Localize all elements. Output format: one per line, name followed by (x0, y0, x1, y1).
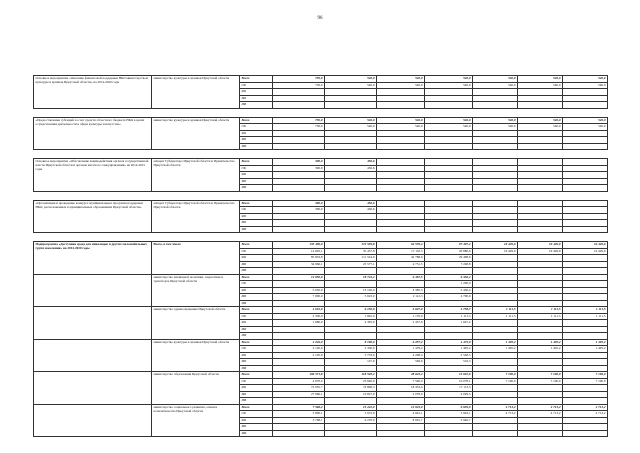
funding-source: МБ (240, 220, 273, 227)
responsible-executor: министерство здравоохранения Иркутской области (152, 307, 240, 340)
funding-source: ИИ (240, 398, 273, 405)
amount-cell: 3 993,1 (425, 411, 473, 418)
amount-cell: 74 896,3 (325, 385, 377, 392)
amount-cell: 540,0 (325, 124, 377, 131)
amount-cell: 2 330,0 (325, 346, 377, 353)
amount-cell: 3 627,0 (377, 307, 425, 314)
funding-source: ИИ (240, 333, 273, 340)
funding-source: ИИ (240, 268, 273, 275)
funding-source: Всего (240, 372, 273, 379)
amount-cell: 300,0 (273, 200, 325, 207)
amount-cell: 10 078,1 (425, 378, 473, 385)
amount-cell: 540,0 (518, 76, 563, 83)
activity-description (34, 307, 152, 340)
amount-cell: 12 650,0 (273, 274, 325, 281)
amount-cell: 4 713,2 (473, 411, 518, 418)
amount-cell: 540,0 (563, 76, 608, 83)
amount-cell: 4 029,5 (425, 391, 473, 398)
amount-cell: 4 713,2 (563, 404, 608, 411)
activity-description: «Организация и проведение конкурса муниципальных программ поддержки НКО, расположенных в муниципальных образованиях Иркутской области» (34, 200, 152, 233)
amount-cell: 750,0 (273, 76, 325, 83)
funding-source: ИИ (240, 430, 273, 437)
responsible-executor: министерство жилищной политики, энергетики и транспорта Иркутской области (152, 274, 240, 307)
amount-cell: 540,0 (425, 82, 473, 89)
amount-cell: 4 961,1 (377, 411, 425, 418)
funding-source: Всего (240, 117, 273, 124)
amount-cell: 4 713,2 (518, 411, 563, 418)
funding-source: ОБ (240, 82, 273, 89)
amount-cell: 4 208,4 (377, 352, 425, 359)
amount-cell: 540,0 (425, 76, 473, 83)
amount-cell: 540,0 (425, 124, 473, 131)
amount-cell: 64 570,4 (377, 242, 425, 249)
amount-cell: 106 371,8 (273, 372, 325, 379)
funding-source: МБ (240, 178, 273, 185)
funding-source: ФБ (240, 255, 273, 262)
amount-cell: 540,0 (563, 124, 608, 131)
amount-cell: 1 405,2 (425, 346, 473, 353)
amount-cell: 4 713,2 (563, 411, 608, 418)
amount-cell: 118 520,2 (325, 372, 377, 379)
amount-cell: 42 788,0 (377, 255, 425, 262)
activity-description (34, 372, 152, 405)
responsible-executor: Всего, в том числе (152, 242, 240, 275)
amount-cell: 1 170,0 (377, 313, 425, 320)
amount-cell (377, 430, 425, 437)
amount-cell: 17 113,3 (425, 385, 473, 392)
amount-cell: 540,0 (325, 76, 377, 83)
amount-cell: 135 400,0 (273, 242, 325, 249)
amount-cell: 4 751,5 (377, 261, 425, 268)
amount-cell: 300,0 (273, 165, 325, 172)
amount-cell: 7 100,0 (563, 372, 608, 379)
amount-cell: 2 078,0 (377, 391, 425, 398)
amount-cell: 540,0 (473, 82, 518, 89)
funding-source: Всего (240, 274, 273, 281)
amount-cell: 1 111,5 (425, 313, 473, 320)
amount-cell (425, 430, 473, 437)
amount-cell: 18 743,4 (325, 274, 377, 281)
amount-cell: 2 330,0 (273, 313, 325, 320)
amount-cell: 540,0 (377, 82, 425, 89)
funding-source: Всего (240, 307, 273, 314)
amount-cell: 1 405,2 (518, 339, 563, 346)
funding-source: ФБ (240, 213, 273, 220)
amount-cell: 456,6 (325, 207, 377, 214)
amount-cell: 2 548,5 (425, 352, 473, 359)
amount-cell: 2 946,7 (425, 417, 473, 424)
amount-cell: 9 270,0 (325, 417, 377, 424)
funding-source: ИИ (240, 102, 273, 109)
amount-cell: 1 680,0 (273, 320, 325, 327)
block-spacer (34, 150, 608, 159)
amount-cell: 5 623,0 (325, 294, 377, 301)
amount-cell: 4 385,3 (377, 287, 425, 294)
funding-source: ФБ (240, 385, 273, 392)
activity-description: Основное мероприятие «Оказание финансовой поддержки НКО министерством культуры и архивов Иркутской области» на 2014-2020 годы (34, 76, 152, 109)
funding-source: ОБ (240, 165, 273, 172)
amount-cell: 13 242,9 (325, 404, 377, 411)
amount-cell: 2 436,4 (425, 287, 473, 294)
amount-cell: 19 827,9 (325, 391, 377, 398)
funding-source: Всего (240, 242, 273, 249)
amount-cell: 7 100,0 (563, 378, 608, 385)
funding-source: МБ (240, 359, 273, 366)
amount-cell: 1 479,2 (377, 346, 425, 353)
block-spacer (34, 108, 608, 117)
funding-source: ОБ (240, 346, 273, 353)
amount-cell: 1 405,2 (473, 339, 518, 346)
amount-cell: 5 733,0 (325, 352, 377, 359)
amount-cell: 23 820,0 (325, 378, 377, 385)
amount-cell: 16 429,9 (563, 242, 608, 249)
funding-source: ФБ (240, 417, 273, 424)
amount-cell: 540,0 (377, 124, 425, 131)
amount-cell: 7 568,2 (273, 404, 325, 411)
amount-cell: 97 497,4 (425, 242, 473, 249)
amount-cell: 111 524,9 (325, 255, 377, 262)
funding-source: ОБ (240, 411, 273, 418)
amount-cell: 1 647,2 (425, 320, 473, 327)
amount-cell: 35 437,8 (325, 248, 377, 255)
amount-cell: 4 010,0 (273, 307, 325, 314)
amount-cell (473, 430, 518, 437)
amount-cell: 2 457,0 (377, 320, 425, 327)
amount-cell: 456,6 (325, 165, 377, 172)
amount-cell: 1 111,5 (518, 307, 563, 314)
amount-cell: 5 650,0 (273, 287, 325, 294)
amount-cell: 7 100,0 (518, 378, 563, 385)
block-spacer (34, 233, 608, 242)
amount-cell: 3 972,9 (325, 411, 377, 418)
funding-source: ОБ (240, 124, 273, 131)
amount-cell: 8 061,7 (377, 417, 425, 424)
amount-cell: 540,0 (377, 117, 425, 124)
amount-cell: 7 500,0 (377, 378, 425, 385)
funding-source: МБ (240, 261, 273, 268)
activity-description (34, 339, 152, 372)
amount-cell: 2 112,3 (377, 294, 425, 301)
amount-cell: 16 429,9 (518, 248, 563, 255)
responsible-executor: министерство социального развития, опеки и попечительства Иркутской области (152, 404, 240, 437)
amount-cell: 29 498,6 (425, 255, 473, 262)
amount-cell: 1 405,2 (563, 346, 608, 353)
funding-source: МБ (240, 137, 273, 144)
funding-source: МБ (240, 391, 273, 398)
amount-cell: 13 023,0 (377, 404, 425, 411)
amount-cell: 16 429,9 (563, 248, 608, 255)
amount-cell: 540,0 (518, 82, 563, 89)
funding-source: ФБ (240, 130, 273, 137)
amount-cell: 569,6 (377, 359, 425, 366)
amount-cell: 2 758,7 (425, 307, 473, 314)
amount-cell: 540,0 (518, 124, 563, 131)
amount-cell: 6 336,4 (425, 274, 473, 281)
amount-cell: 16 429,9 (473, 242, 518, 249)
amount-cell: 27 966,1 (273, 391, 325, 398)
amount-cell: 1 845,0 (325, 313, 377, 320)
amount-cell: 6 497,5 (377, 274, 425, 281)
amount-cell: 540,0 (563, 117, 608, 124)
funding-source: ФБ (240, 89, 273, 96)
amount-cell: 73 935,7 (273, 385, 325, 392)
amount-cell: 4 670,0 (273, 378, 325, 385)
amount-cell: 1 111,5 (473, 313, 518, 320)
amount-cell: 13 120,4 (325, 287, 377, 294)
funding-source: ИИ (240, 143, 273, 150)
amount-cell (563, 430, 608, 437)
amount-cell: 540,0 (563, 82, 608, 89)
amount-cell: 6 150,0 (325, 307, 377, 314)
funding-source: МБ (240, 95, 273, 102)
responsible-executor: министерство культуры и архивов Иркутской области (152, 339, 240, 372)
funding-source: ИИ (240, 185, 273, 192)
responsible-executor: министерство образования Иркутской области (152, 372, 240, 405)
amount-cell: 6 257,2 (377, 339, 425, 346)
amount-cell: 750,0 (273, 117, 325, 124)
amount-cell: 28 622,4 (377, 372, 425, 379)
funding-source: Всего (240, 404, 273, 411)
amount-cell: 17 110,3 (377, 248, 425, 255)
funding-source: ФБ (240, 352, 273, 359)
amount-cell: 85 833,8 (273, 255, 325, 262)
funding-source: ОБ (240, 281, 273, 288)
responsible-executor: министерство культуры и архивов Иркутской области (152, 76, 240, 109)
amount-cell: 540,0 (518, 117, 563, 124)
responsible-executor: министерство культуры и архивов Иркутской области (152, 117, 240, 150)
amount-cell: 2 120,0 (273, 346, 325, 353)
amount-cell: 4 240,0 (273, 339, 325, 346)
amount-cell: 540,0 (473, 124, 518, 131)
amount-cell: 540,0 (473, 117, 518, 124)
amount-cell: 1 200,0 (425, 281, 473, 288)
funding-source: ФБ (240, 287, 273, 294)
amount-cell: 1 111,5 (518, 313, 563, 320)
amount-cell: 34 966,1 (273, 261, 325, 268)
amount-cell: 6 939,9 (425, 404, 473, 411)
funding-source: ОБ (240, 207, 273, 214)
amount-cell: 540,0 (473, 76, 518, 83)
amount-cell: 750,0 (273, 82, 325, 89)
funding-source: ИИ (240, 365, 273, 372)
block-spacer (34, 191, 608, 200)
funding-source: ФБ (240, 320, 273, 327)
amount-cell (518, 430, 563, 437)
amount-cell: 3 800,1 (273, 411, 325, 418)
funding-source: Всего (240, 159, 273, 166)
budget-table (33, 75, 608, 437)
amount-cell: 750,0 (273, 124, 325, 131)
amount-cell: 2 700,0 (425, 294, 473, 301)
amount-cell: 540,0 (425, 117, 473, 124)
amount-cell: 1 111,5 (563, 307, 608, 314)
amount-cell: 1 405,2 (563, 339, 608, 346)
page-number: 96 (317, 16, 323, 21)
amount-cell: 456,6 (325, 200, 377, 207)
amount-cell: 540,0 (377, 76, 425, 83)
amount-cell: 4 305,0 (325, 320, 377, 327)
activity-description (34, 404, 152, 437)
amount-cell: 7 100,0 (473, 372, 518, 379)
activity-description: «Предоставление субсидий за счет средств областного бюджета НКО в целях осуществления деятельности в сфере культуры и искусства» (34, 117, 152, 150)
amount-cell: 1 111,5 (473, 307, 518, 314)
funding-source: Всего (240, 200, 273, 207)
amount-cell: 13 610,9 (425, 372, 473, 379)
amount-cell: 8 190,0 (325, 339, 377, 346)
amount-cell: 1 111,5 (563, 313, 608, 320)
amount-cell (325, 430, 377, 437)
amount-cell: 300,0 (273, 207, 325, 214)
amount-cell: 20 880,0 (425, 248, 473, 255)
amount-cell: 7 100,0 (473, 378, 518, 385)
amount-cell: 7 000,0 (273, 294, 325, 301)
activity-description (34, 274, 152, 307)
amount-cell: 4 713,2 (473, 404, 518, 411)
amount-cell: 16 429,9 (473, 248, 518, 255)
amount-cell: 3 768,1 (273, 417, 325, 424)
funding-source: МБ (240, 294, 273, 301)
amount-cell: 4 473,0 (425, 339, 473, 346)
amount-cell: 540,0 (325, 82, 377, 89)
amount-cell: 2 120,0 (273, 352, 325, 359)
funding-source: МБ (240, 326, 273, 333)
funding-source: ОБ (240, 378, 273, 385)
amount-cell: 7 100,0 (518, 372, 563, 379)
funding-source: ОБ (240, 248, 273, 255)
funding-source: ИИ (240, 300, 273, 307)
amount-cell: 1 405,2 (518, 346, 563, 353)
amount-cell: 300,0 (273, 159, 325, 166)
amount-cell: 1 405,2 (473, 346, 518, 353)
responsible-executor: аппарат Губернатора Иркутской области и Правительства Иркутской области (152, 200, 240, 233)
amount-cell: 519,3 (425, 359, 473, 366)
funding-source: Всего (240, 76, 273, 83)
amount-cell: 4 713,2 (518, 404, 563, 411)
amount-cell: 456,6 (325, 159, 377, 166)
funding-source: ИИ (240, 226, 273, 233)
amount-cell: 172 539,8 (325, 242, 377, 249)
amount-cell: 14 605,1 (273, 248, 325, 255)
amount-cell (273, 430, 325, 437)
funding-source: ФБ (240, 172, 273, 179)
responsible-executor: аппарат Губернатора Иркутской области и Правительства Иркутской области (152, 159, 240, 192)
amount-cell: 540,0 (325, 117, 377, 124)
funding-source: МБ (240, 424, 273, 431)
activity-description: Подпрограмма «Доступная среда для инвалидов и других маломобильных групп населения» на 2014-2020 годы (34, 242, 152, 275)
funding-source: Всего (240, 339, 273, 346)
amount-cell: 127,0 (325, 359, 377, 366)
amount-cell: 16 429,9 (518, 242, 563, 249)
funding-source: ОБ (240, 313, 273, 320)
amount-cell: 7 248,8 (425, 261, 473, 268)
amount-cell: 18 453,4 (377, 385, 425, 392)
amount-cell: 25 577,1 (325, 261, 377, 268)
activity-description: Основное мероприятие «Обеспечение взаимодействия органов государственной власти Иркутской области и органов местного самоуправления» на 2014-2015 годы (34, 159, 152, 192)
